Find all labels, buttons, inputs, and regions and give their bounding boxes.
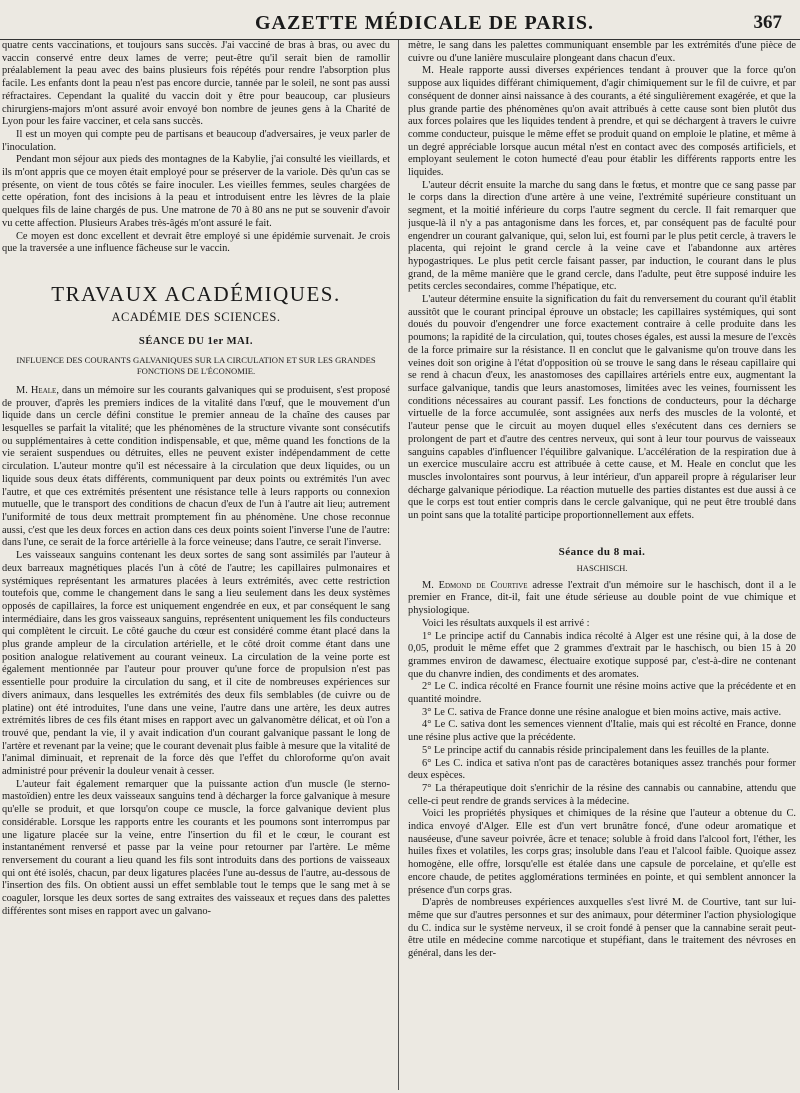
academy-heading: ACADÉMIE DES SCIENCES.	[111, 309, 281, 324]
paragraph: quatre cents vaccinations, et toujours sans succès. J'ai vacciné de bras à bras, ou avec du vaccin conservé entre deux lames de verre; peut-être qu'il serait bien de ramollir préalablement la peau avec des bains plusieurs fois répétés pour rendre l'absorption plus facile. Les enfants dont la peau n'est pas encore durcie, tannée par le soleil, ne sont pas aussi réfractaires. Cependant la qualité du vaccin doit y être pour beaucoup, car plusieurs chirurgiens-majors m'ont assuré avoir envoyé bon nombre de jeunes gens à la Charité de Lyon pour les faire vacciner, et cela sans succès.	[2, 40, 390, 128]
list-item: 2° Le C. indica récolté en France fournit une résine moins active que la précédente et en quantité moindre.	[408, 681, 796, 706]
session-heading: Séance du 8 mai.	[558, 545, 646, 558]
paragraph: L'auteur fait également remarquer que la puissante action d'un muscle (le sterno-mastoïdien) entre les deux vaisseaux sanguins tend à décharger la force galvanique à mesure qu'elle se produit, et que lorsqu'on coupe ce muscle, la force galvanique devient plus considérable. Lorsque les rapports entre les courants et les poumons sont interrompus par une ligature placée sur la veine, entre l'insertion du fil et le cœur, le courant est instantanément renversé et passe par la veine pour retourner par l'artère. Le même renversement du courant a lieu quand les fils sont introduits dans des portions de vaisseaux qui ont été isolés, chacun, par deux ligatures placées l'une au-dessus de l'autre, au-dessous de l'insertion des fils. On obtient aussi un effet semblable tout le temps que le sang met à se coaguler, lorsque les deux sortes de sang extraites des vaisseaux et reçues dans des palettes différentes sont mises en rapport avec un galvano-	[2, 778, 390, 917]
page-number: 367	[753, 12, 782, 33]
column-divider	[398, 40, 399, 1090]
right-column	[408, 40, 796, 1090]
list-item: 1° Le principe actif du Cannabis indica récolté à Alger est une résine qui, à la dose de 0,05, produit le même effet que 2 grammes d'extrait par le haschisch, ou bien 15 à 20 grammes environ de dawamesc, électuaire exotique supposé par, c'est-à-dire ne contenant que du chanvre indien, des condiments et des aromates.	[408, 630, 796, 680]
journal-title: GAZETTE MÉDICALE DE PARIS.	[255, 12, 595, 34]
paragraph: Pendant mon séjour aux pieds des montagnes de la Kabylie, j'ai consulté les vieillards, et ils m'ont appris que ce moyen était employé pour se préserver de la variole. Dès qu'un cas se présente, on vient de tous côtés se faire inoculer. Les vieilles femmes, seules chargées de cette opération, font des incisions à la peau et introduisent entre les lèvres de la plaie quelques fils de laine chargés de pus. Une matrone de 70 à 80 ans ne put se souvenir d'avoir vu cette affection. Plusieurs Arabes très-âgés m'ont assuré le fait.	[2, 154, 390, 229]
session-heading: SÉANCE DU 1er MAI.	[138, 335, 254, 347]
paragraph	[408, 580, 796, 618]
paragraph: Ce moyen est donc excellent et devrait être employé si une épidémie survenait. Je crois que la traversée a une influence fâcheuse sur le vaccin.	[2, 230, 390, 255]
list-item: 6° Les C. indica et sativa n'ont pas de caractères botaniques assez tranchés pour former deux espèces.	[408, 757, 796, 782]
left-column	[2, 40, 390, 1090]
paragraph-text: adresse l'extrait d'un mémoire sur le haschisch, dont il a le premier en France, dit-il, fait une étude sérieuse au double point de vue chimique et physiologique.	[408, 579, 796, 617]
paragraph: Il est un moyen qui compte peu de partisans et beaucoup d'adversaires, je veux parler de l'inoculation.	[2, 128, 390, 153]
paragraph: Voici les résultats auxquels il est arrivé :	[422, 617, 590, 629]
article-heading: INFLUENCE DES COURANTS GALVANIQUES SUR LA CIRCULATION ET SUR LES GRANDES FONCTIONS DE L'ÉCONOMIE.	[16, 354, 376, 376]
author-name: M. Edmond de Courtive	[422, 579, 528, 591]
list-item: 5° Le principe actif du cannabis réside principalement dans les feuilles de la plante.	[422, 744, 769, 756]
paragraph: D'après de nombreuses expériences auxquelles s'est livré M. de Courtive, tant sur lui-même que sur d'autres personnes et sur des animaux, pour déterminer l'action physiologique du C. indica sur le système nerveux, il se croit fondé à penser que la cannabine serait peut-être utile en médecine comme narcotique et stupéfiant, dans le traitement des névroses en général, dans les der-	[408, 897, 796, 960]
author-name: M. Heale	[16, 384, 57, 396]
paragraph	[2, 385, 390, 550]
paragraph: M. Heale rapporte aussi diverses expériences tendant à prouver que la force qu'on suppose aux liquides différant chimiquement, d'agir chimiquement sur le fil de cuivre, et par conséquent de donner ainsi naissance à des courants, a été singulièrement exagérée, et que la plus grande partie des phénomènes qu'on avait attribués à cette cause sont bien plutôt dus aux forces polaires que les liquides tendent à prendre, et qui se déchargent à travers le cuivre comme conducteur, puisque le même effet se produit quand on emploie le platine, et même à un degré appréciable lorsque aucun métal n'est en contact avec des composés artificiels, et employant seulement le coton humecté d'eau pour établir les différents rapports entre les liquides.	[408, 65, 796, 179]
list-item: 4° Le C. sativa dont les semences viennent d'Italie, mais qui est récolté en France, donne une résine plus active que la précédente.	[408, 719, 796, 744]
list-item: 7° La thérapeutique doit s'enrichir de la résine des cannabis ou cannabine, attendu que celle-ci peut rendre de grands services à la médecine.	[408, 782, 796, 807]
paragraph: L'auteur détermine ensuite la signification du fait du renversement du courant qu'il établit aussitôt que le courant principal éprouve un obstacle; les capillaires systémiques, qui sont doués du pouvoir d'engendrer une force exactement contraire à celle produite dans les poumons; la rapidité de la circulation, qui, toutes choses égales, est aussi la mesure de l'excès de la force primaire sur la résistance. Il en conclut que le galvanisme qu'on trouve dans les veines doit son origine à l'état d'opposition où se trouve le sang dans le réseau capillaire qui se rend à chacun d'eux, les anastomoses des capillaires artériels entre eux, augmentant la surface galvanique, tandis que leurs anastomoses, limitées avec les veines, fournissent les conditions nécessaires au courant passif. Les fonctions de conducteurs, pour la décharge virtuelle de la force accumulée, sont assignées aux nerfs des muscles de la volonté, et l'auteur pense que le circuit au moyen duquel elles s'exécutent dans ces derniers se prolongent de part et d'autre des centres nerveux, qui sont à leur tour pourvus de vaisseaux sanguins capables d'influencer l'équilibre galvanique. L'accélération de la respiration due à un exercice musculaire accru est attribuée à cette cause, et M. Heale en conclut que les muscles involontaires sont pourvus, à leur intérieur, d'un appareil propre à régulariser leur décharge galvanique périodique. La réaction mutuelle des parties distantes est due aussi à ce que le corps est tout entier compris dans le cercle galvanique, qui ne peut être troublé dans un point sans que la totalité participe proportionnellement aux effets.	[408, 294, 796, 522]
list-item: 3° Le C. sativa de France donne une résine analogue et bien moins active, mais active.	[422, 706, 782, 718]
paragraph-text: , dans un mémoire sur les courants galvaniques qui se produisent, s'est proposé de prouver, d'après les premiers indices de la vitalité dans l'œuf, que le mouvement d'un liquide dans un cercle défini constitue le premier anneau de la chaîne des causes par lesquelles se parfait la vitalité; que les phénomènes de la structure vivante sont consécutifs ou supplémentaires à cette condition indispensable, et que, même quand les fonctions de la vie seraient suspendues ou détruites, elles ne peuvent exister indépendamment de cette circulation. L'auteur montre qu'il est nécessaire à la circulation que deux liquides, ou un liquide sous deux états différents, communiquent par deux points ou extrémités l'un avec l'autre, et que ces extrémités présentent une résistance telle à leurs rapports ou connexion mutuelle, que le transport des conditions de chacun d'eux de l'un à l'autre ait lieu; autrement l'uniformité de tous deux mettrait promptement fin au phénomène. Une chose reconnue aussi, c'est que les deux forces en action dans ces deux points soient l'inverse l'une de l'autre: dans l'une, ce serait de la force artérielle à la force veineuse; dans l'autre, ce serait l'inverse.	[2, 384, 390, 549]
section-title: TRAVAUX ACADÉMIQUES.	[51, 281, 341, 306]
paragraph: mètre, le sang dans les palettes communiquant ensemble par les extrémités d'une pièce de cuivre ou d'une lanière musculaire plongeant dans chacun d'eux.	[408, 40, 796, 64]
paragraph: Voici les propriétés physiques et chimiques de la résine que l'auteur a obtenue du C. indica envoyé d'Alger. Elle est d'un vert brunâtre foncé, d'une odeur aromatique et nauséeuse, d'une saveur poivrée, âcre et tenace; soluble à froid dans l'alcool fort, l'éther, les huiles fixes et volatiles, les corps gras; insoluble dans l'eau et l'alcool faible. Quoique assez homogène, elle offre, lorsqu'elle est étalée dans une capsule de porcelaine, et qu'elle est encore chaude, de petites agglomérations terminées en pointe, et qui semblent annoncer la présence d'un corps gras.	[408, 808, 796, 896]
paragraph: L'auteur décrit ensuite la marche du sang dans le fœtus, et montre que ce sang passe par le corps dans la direction d'une artère à une veine, l'extrémité supérieure constituant un segment, et la moitié inférieure du corps l'autre segment du cercle. Il fait remarquer que jusque-là il n'y a pas antagonisme dans les forces, et, par conséquent pas de faculté pour engendrer un courant galvanique, qui, selon lui, est fourni par le plus petit cercle, à travers le placenta, qui rejoint le grand cercle à la veine cave et l'abandonne aux artères hypogastriques. Le plus petit cercle faisant passer, par induction, le courant dans le plus grand, de la même manière que le grand cercle, dans l'adulte, peut être supposé induire les petits cercles secondaires, comme l'hépatique, etc.	[408, 179, 796, 293]
page-header	[0, 6, 800, 36]
paragraph: Les vaisseaux sanguins contenant les deux sortes de sang sont assimilés par l'auteur à deux barreaux magnétiques placés l'un à côté de l'autre; les capillaires pulmonaires et systémiques représentant les armatures placées à leurs extrémités, avec cette restriction toutefois que, comme le changement dans le sang a lieu seulement dans les deux systèmes opposés de capillaires, la force est uniquement engendrée en eux, et par conséquent le sang intermédiaire, dans les gros vaisseaux sanguins, représentent uniquement les fils conducteurs qui complètent le circuit. Le côté gauche du cœur est considéré comme étant placé dans la plus grande ampleur de la circulation artérielle, et le côté droit comme étant dans une position analogue relativement au courant veineux. La circulation de la veine porte est également mentionnée par l'auteur pour prouver qu'une force de propulsion n'est pas essentielle pour produire la circulation du sang, et il cite de nombreuses expériences sur divers animaux, dans lesquelles les extrémités des deux fils semblables (de cuivre ou de platine) ont été introduites, l'une dans une veine, l'autre dans une artère, les deux autres extrémités libres de ces fils étant mises en rapport avec un galvanomètre délicat, et où l'on a trouvé que, pendant la vie, il y avait indication d'un courant galvanique passant le long de l'artère et revenant par la veine; que le courant devenait plus faible à mesure que la vitalité de l'animal diminuait, et reprenait de la force dès que l'effet du chloroforme qu'on avait administré pour prévenir la douleur venait à cesser.	[2, 550, 390, 778]
article-heading: HASCHISCH.	[576, 562, 628, 573]
